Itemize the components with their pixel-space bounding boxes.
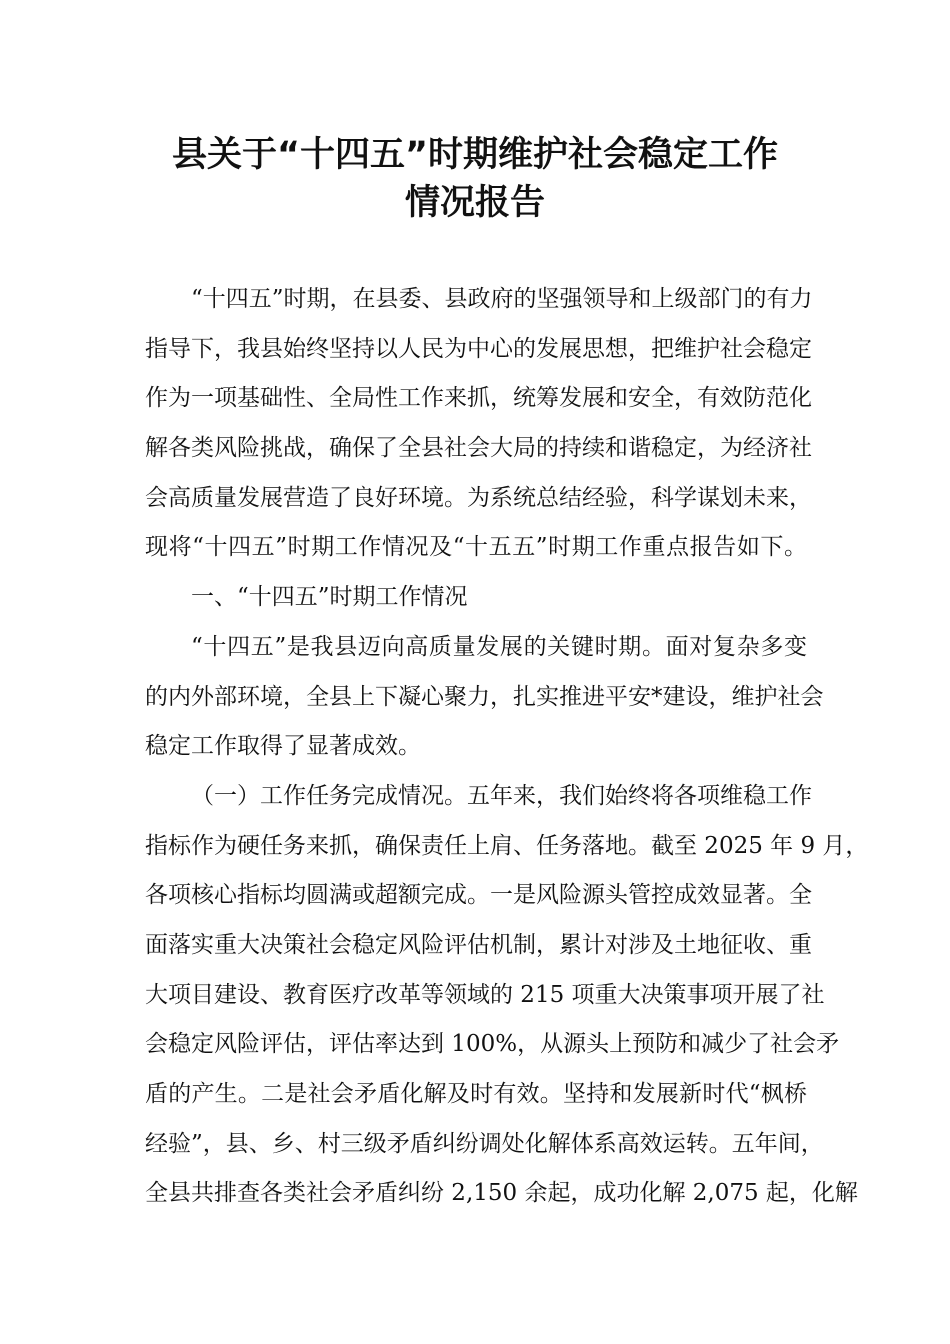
text-line: “十四五”是我县迈向高质量发展的关键时期。面对复杂多变 [191,633,807,660]
text-line: 指标作为硬任务来抓，确保责任上肩、任务落地。截至 2025 年 9 月， [145,832,869,859]
document-body [145,275,869,1219]
text-line: 指导下，我县始终坚持以人民为中心的发展思想，把维护社会稳定 [145,335,812,362]
text-line: 解各类风险挑战，确保了全县社会大局的持续和谐稳定，为经济社 [145,435,812,462]
text-line: 一、“十四五”时期工作情况 [191,584,468,611]
document-title-line-1: 县关于“十四五”时期维护社会稳定工作 [171,135,778,175]
text-line: 各项核心指标均圆满或超额完成。一是风险源头管控成效显著。全 [145,882,812,909]
text-line: 大项目建设、教育医疗改革等领域的 215 项重大决策事项开展了社 [145,981,825,1008]
text-line: 现将“十四五”时期工作情况及“十五五”时期工作重点报告如下。 [145,534,807,561]
text-line: （一）工作任务完成情况。五年来，我们始终将各项维稳工作 [191,782,812,809]
text-line: 会高质量发展营造了良好环境。为系统总结经验，科学谋划未来， [145,484,812,511]
text-line: “十四五”时期，在县委、县政府的坚强领导和上级部门的有力 [191,286,813,312]
text-line: 会稳定风险评估，评估率达到 100%，从源头上预防和减少了社会矛 [145,1031,840,1058]
text-line: 作为一项基础性、全局性工作来抓，统筹发展和安全，有效防范化 [145,385,812,412]
text-line: 盾的产生。二是社会矛盾化解及时有效。坚持和发展新时代“枫桥 [145,1081,807,1107]
text-line: 的内外部环境，全县上下凝心聚力，扎实推进平安*建设，维护社会 [145,683,824,710]
text-line: 稳定工作取得了显著成效。 [145,733,421,760]
text-line: 面落实重大决策社会稳定风险评估机制，累计对涉及土地征收、重 [145,931,812,958]
text-line: 全县共排查各类社会矛盾纠纷 2,150 余起，成功化解 2,075 起，化解 [145,1180,858,1207]
document-title-line-2: 情况报告 [404,183,545,223]
text-line: 经验”，县、乡、村三级矛盾纠纷调处化解体系高效运转。五年间， [145,1130,824,1157]
